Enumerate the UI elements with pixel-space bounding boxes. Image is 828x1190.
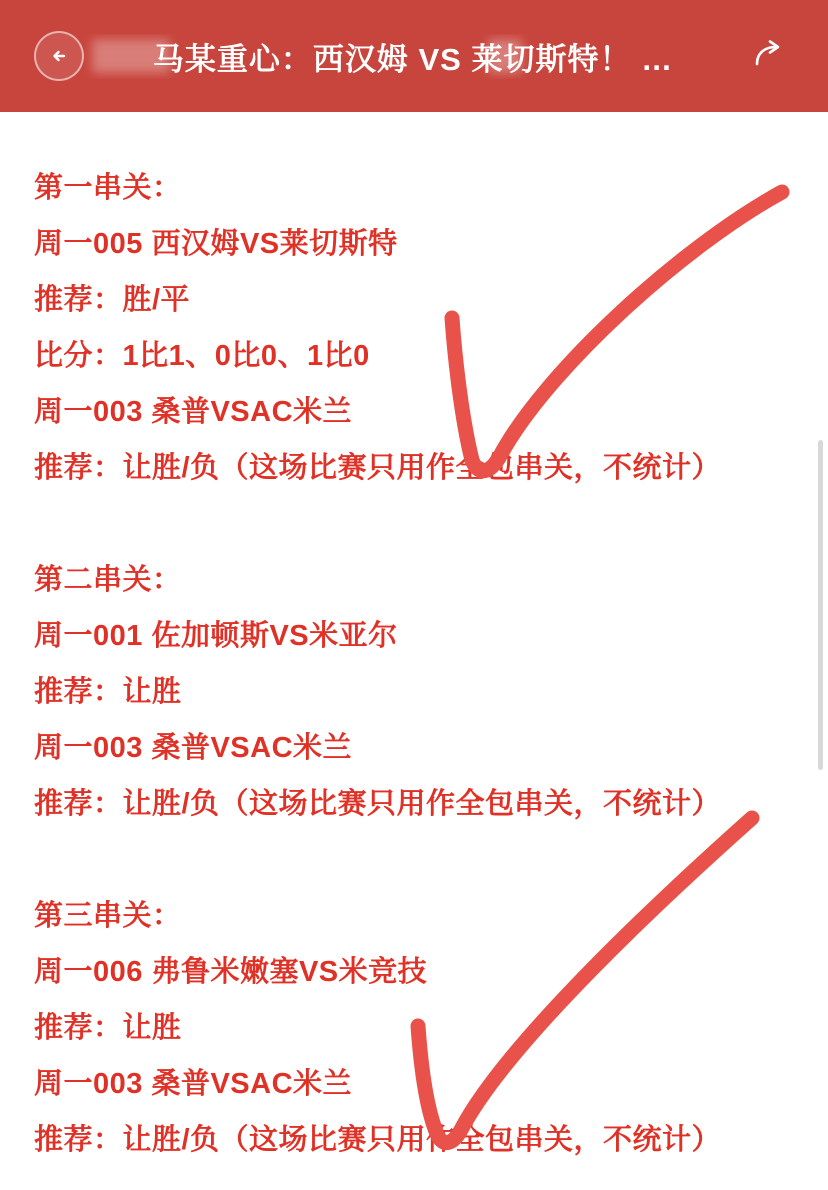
top-bar [0, 0, 828, 112]
recommendation-line: 推荐：胜/平 [34, 284, 191, 316]
parlay-title: 第二串关： [34, 564, 182, 596]
score-line: 比分：1比1、0比0、1比0 [34, 340, 370, 372]
match-line: 周一003 桑普VSAC米兰 [34, 1068, 353, 1100]
share-arrow-icon[interactable] [742, 30, 794, 82]
parlay-block-1 [34, 160, 794, 496]
parlay-block-3 [34, 888, 794, 1168]
match-line: 周一001 佐加顿斯VS米亚尔 [34, 620, 398, 652]
match-line: 周一003 桑普VSAC米兰 [34, 732, 353, 764]
match-line: 周一005 西汉姆VS莱切斯特 [34, 228, 398, 260]
article-content [0, 112, 828, 1190]
recommendation-note-line: 推荐：让胜/负（这场比赛只用作全包串关，不统计） [34, 788, 722, 820]
parlay-title: 第三串关： [34, 900, 182, 932]
match-line: 周一006 弗鲁米嫩塞VS米竞技 [34, 956, 428, 988]
back-arrow-circle-icon[interactable] [34, 31, 84, 81]
match-line: 周一003 桑普VSAC米兰 [34, 396, 353, 428]
recommendation-line: 推荐：让胜 [34, 1012, 182, 1044]
scrollbar[interactable] [818, 440, 823, 770]
parlay-block-2 [34, 552, 794, 832]
page-title-text: 马某重心：西汉姆 VS 莱切斯特！ … [152, 41, 674, 77]
recommendation-note-line: 推荐：让胜/负（这场比赛只用作全包串关，不统计） [34, 452, 722, 484]
page-title [84, 34, 742, 79]
recommendation-line: 推荐：让胜 [34, 676, 182, 708]
recommendation-note-line: 推荐：让胜/负（这场比赛只用作全包串关，不统计） [34, 1124, 722, 1156]
parlay-title: 第一串关： [34, 172, 182, 204]
